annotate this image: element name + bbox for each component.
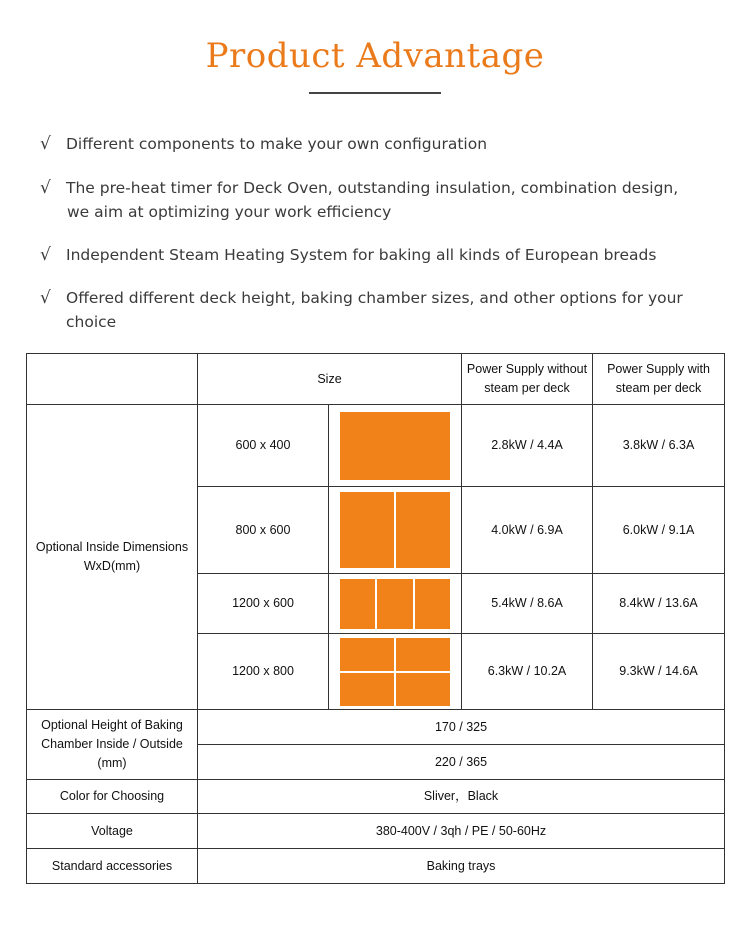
tray — [340, 673, 394, 706]
color-value: Sliver，Black — [198, 780, 725, 814]
advantage-text: Different components to make your own configuration — [66, 135, 488, 153]
table-row — [27, 405, 725, 487]
tray — [340, 638, 394, 671]
table-row — [27, 780, 725, 814]
tray — [396, 638, 450, 671]
title-underline — [309, 92, 441, 94]
table-row — [27, 710, 725, 745]
accessories-value: Baking trays — [198, 849, 725, 884]
tray-layout-cell — [329, 487, 462, 574]
tray — [415, 579, 450, 629]
header-empty-cell — [27, 354, 198, 405]
advantage-text: Independent Steam Heating System for baking all kinds of European breads — [66, 246, 657, 264]
table-row — [27, 814, 725, 849]
power-with-steam: 9.3kW / 14.6A — [593, 634, 725, 710]
tray — [396, 492, 450, 568]
advantage-text-line: we aim at optimizing your work efficiency — [67, 203, 392, 221]
tray-layout — [340, 638, 450, 706]
color-label: Color for Choosing — [27, 780, 198, 814]
power-with-steam: 6.0kW / 9.1A — [593, 487, 725, 574]
page-title: Product Advantage — [205, 36, 545, 76]
tray-row — [340, 673, 450, 706]
table-row — [27, 849, 725, 884]
table-header-row — [27, 354, 725, 405]
height-value: 220 / 365 — [198, 745, 725, 780]
voltage-label: Voltage — [27, 814, 198, 849]
power-no-steam: 6.3kW / 10.2A — [462, 634, 593, 710]
spec-table — [26, 353, 725, 884]
power-no-steam: 4.0kW / 6.9A — [462, 487, 593, 574]
advantage-text-line: The pre-heat timer for Deck Oven, outstanding insulation, combination design, — [66, 179, 679, 197]
size-value: 800 x 600 — [198, 487, 329, 574]
tray — [377, 579, 412, 629]
tray — [340, 492, 394, 568]
size-value: 1200 x 800 — [198, 634, 329, 710]
advantage-text: Offered different deck height, baking chamber sizes, and other options for your choice — [66, 289, 683, 331]
header-power-with-steam: Power Supply with steam per deck — [593, 354, 725, 405]
check-icon: √ — [40, 245, 51, 265]
tray-layout — [340, 579, 450, 629]
tray — [340, 412, 450, 480]
header-power-no-steam: Power Supply without steam per deck — [462, 354, 593, 405]
power-no-steam: 5.4kW / 8.6A — [462, 574, 593, 634]
size-value: 1200 x 600 — [198, 574, 329, 634]
tray — [396, 673, 450, 706]
tray-row — [340, 638, 450, 671]
height-value: 170 / 325 — [198, 710, 725, 745]
voltage-value: 380-400V / 3qh / PE / 50-60Hz — [198, 814, 725, 849]
tray-layout — [340, 412, 450, 480]
tray — [340, 579, 375, 629]
power-no-steam: 2.8kW / 4.4A — [462, 405, 593, 487]
size-value: 600 x 400 — [198, 405, 329, 487]
tray-layout-cell — [329, 405, 462, 487]
height-label: Optional Height of Baking Chamber Inside / Outside (mm) — [27, 710, 198, 780]
tray-layout — [340, 492, 450, 568]
tray-layout-cell — [329, 634, 462, 710]
tray-layout-cell — [329, 574, 462, 634]
check-icon: √ — [40, 134, 51, 154]
header-size: Size — [198, 354, 462, 405]
dimensions-label: Optional Inside Dimensions WxD(mm) — [27, 405, 198, 710]
advantage-text — [66, 176, 730, 224]
check-icon: √ — [40, 288, 51, 308]
accessories-label: Standard accessories — [27, 849, 198, 884]
power-with-steam: 3.8kW / 6.3A — [593, 405, 725, 487]
check-icon: √ — [40, 178, 51, 198]
power-with-steam: 8.4kW / 13.6A — [593, 574, 725, 634]
